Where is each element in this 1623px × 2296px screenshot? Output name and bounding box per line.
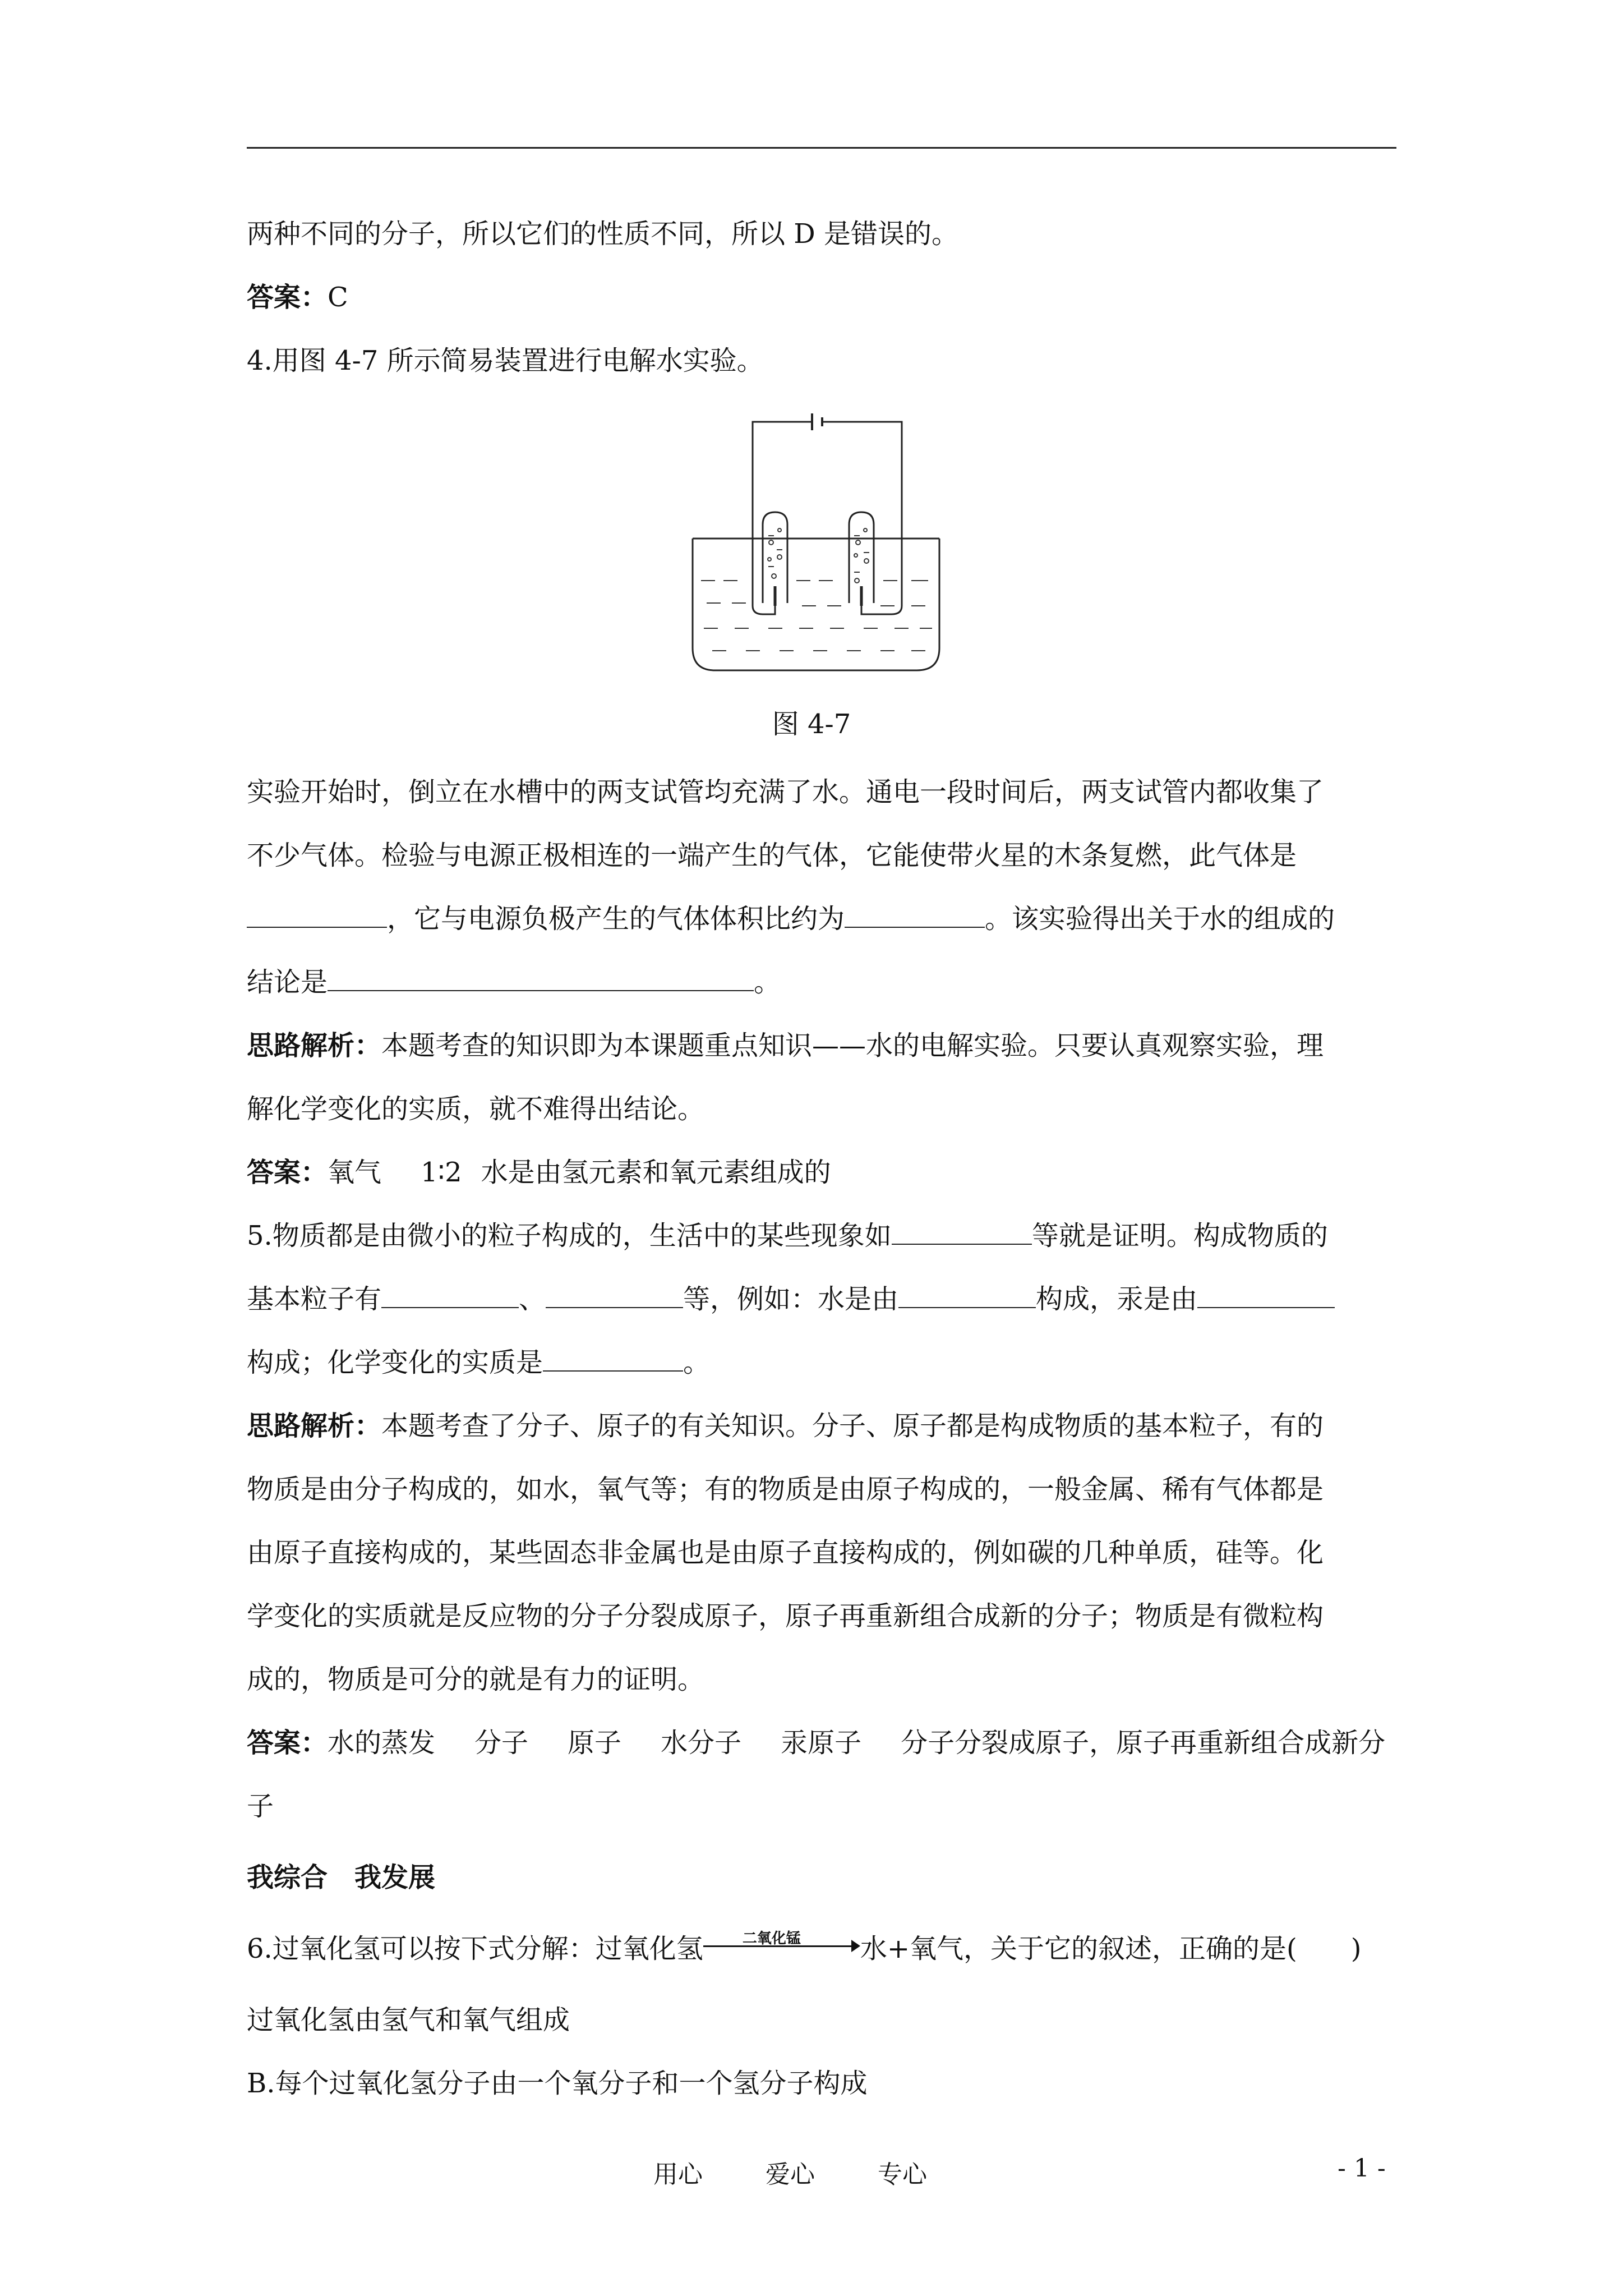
answer-value: 汞原子: [781, 1727, 862, 1759]
arrow-head-icon: [851, 1940, 860, 1952]
text-span: 本题考查了分子、原子的有关知识。分子、原子都是构成物质的基本粒子，有的: [381, 1410, 1324, 1442]
electrolysis-figure: [690, 412, 942, 682]
text-line: [247, 1345, 710, 1381]
text-span: 两种不同的分子，所以它们的性质不同，所以 D 是错误的。: [247, 218, 959, 250]
text-span: 结论是: [247, 967, 328, 998]
option-b[interactable]: [247, 2065, 868, 2101]
answer-label: 答案：: [247, 1727, 328, 1759]
answer-value: 子: [247, 1791, 274, 1822]
text-span: 由原子直接构成的，某些固态非金属也是由原子直接构成的，例如碳的几种单质，硅等。化: [247, 1537, 1324, 1568]
footer-text: 用心: [653, 2160, 703, 2189]
fill-blank[interactable]: [546, 1281, 683, 1308]
text-line: [247, 964, 781, 1000]
text-line: [247, 1091, 704, 1127]
analysis-label: 思路解析：: [247, 1410, 382, 1442]
answer-line: [247, 1725, 1385, 1761]
question-4: [247, 343, 764, 379]
arrow-line: [703, 1945, 854, 1947]
text-span: 本题考查的知识即为本课题重点知识——水的电解实验。只要认真观察实验，理: [381, 1030, 1324, 1061]
catalyst-label: 二氧化锰: [742, 1930, 801, 1947]
answer-value: 原子: [568, 1727, 622, 1759]
text-line: [247, 1788, 274, 1824]
figure-caption: 图 4-7: [772, 708, 851, 740]
text-span: 、: [519, 1283, 546, 1315]
text-span: 。: [754, 967, 781, 998]
text-span: 学变化的实质就是反应物的分子分裂成原子，原子再重新组合成新的分子；物质是有微粒构: [247, 1600, 1324, 1632]
footer-text: 专心: [878, 2160, 927, 2189]
text-span: 5.物质都是由微小的粒子构成的，生活中的某些现象如: [247, 1220, 892, 1251]
answer-value: 分子分裂成原子，原子再重新组合成新分: [901, 1727, 1386, 1759]
answer-line: [247, 279, 348, 315]
text-span: 构成，汞是由: [1036, 1283, 1198, 1315]
analysis-line: [247, 1408, 1324, 1444]
fill-blank[interactable]: [247, 901, 387, 928]
answer-label: 答案：: [247, 1157, 328, 1188]
text-span: 。该实验得出关于水的组成的: [985, 903, 1335, 935]
fill-blank[interactable]: [328, 964, 754, 991]
fill-blank[interactable]: [1197, 1281, 1335, 1308]
text-span: 6.过氧化氢可以按下式分解：过氧化氢: [247, 1933, 703, 1964]
fill-blank[interactable]: [845, 901, 985, 928]
answer-value: C: [328, 282, 348, 313]
text-span: 基本粒子有: [247, 1283, 382, 1315]
answer-label: 答案：: [247, 282, 328, 313]
text-line: [247, 1281, 1335, 1317]
text-span: 实验开始时，倒立在水槽中的两支试管均充满了水。通电一段时间后，两支试管内都收集了: [247, 776, 1324, 808]
footer-text: 爱心: [766, 2160, 815, 2189]
option-text: B.每个过氧化氢分子由一个氧分子和一个氢分子构成: [247, 2068, 868, 2099]
section-heading: 我综合 我发展: [247, 1862, 436, 1893]
text-line: [247, 216, 958, 252]
question-6: [247, 1931, 1362, 1967]
text-line: [247, 1598, 1324, 1634]
text-span: 不少气体。检验与电源正极相连的一端产生的气体，它能使带火星的木条复燃，此气体是: [247, 840, 1297, 871]
fill-blank[interactable]: [381, 1281, 519, 1308]
text-span: 构成；化学变化的实质是: [247, 1347, 543, 1378]
answer-value: 水是由氢元素和氧元素组成的: [481, 1157, 831, 1188]
analysis-line: [247, 1028, 1324, 1064]
fill-blank[interactable]: [892, 1218, 1032, 1245]
text-line: [247, 838, 1297, 873]
answer-value: 分子: [474, 1727, 529, 1759]
text-line: [247, 1535, 1324, 1571]
text-line: [247, 1471, 1324, 1507]
answer-line: [247, 1154, 831, 1190]
fill-blank[interactable]: [898, 1281, 1036, 1308]
question-text: 4.用图 4-7 所示简易装置进行电解水实验。: [247, 345, 764, 376]
text-span: 成的，物质是可分的就是有力的证明。: [247, 1664, 705, 1695]
text-line: [247, 1662, 704, 1697]
analysis-label: 思路解析：: [247, 1030, 382, 1061]
text-span: 水+氧气，关于它的叙述，正确的是( ): [860, 1933, 1362, 1964]
text-line: [247, 901, 1335, 937]
header-rule: [247, 147, 1396, 149]
answer-value: 水的蒸发: [328, 1727, 436, 1759]
answer-value: 1∶2: [421, 1157, 462, 1188]
text-line: [247, 774, 1324, 810]
option-text: 过氧化氢由氢气和氧气组成: [247, 2004, 570, 2036]
fill-blank[interactable]: [543, 1345, 683, 1372]
answer-value: 氧气: [328, 1157, 382, 1188]
reaction-arrow: [703, 1931, 860, 1958]
answer-value: 水分子: [661, 1727, 742, 1759]
text-span: 物质是由分子构成的，如水，氧气等；有的物质是由原子构成的，一般金属、稀有气体都是: [247, 1474, 1324, 1505]
text-span: 。: [683, 1347, 711, 1378]
text-span: 解化学变化的实质，就不难得出结论。: [247, 1093, 705, 1125]
text-span: 等，例如：水是由: [683, 1283, 899, 1315]
text-span: ，它与电源负极产生的气体体积比约为: [387, 903, 845, 935]
text-span: 等就是证明。构成物质的: [1031, 1220, 1328, 1251]
question-5: [247, 1218, 1328, 1254]
page-number: - 1 -: [1338, 2154, 1386, 2183]
option-a[interactable]: [247, 2002, 570, 2038]
